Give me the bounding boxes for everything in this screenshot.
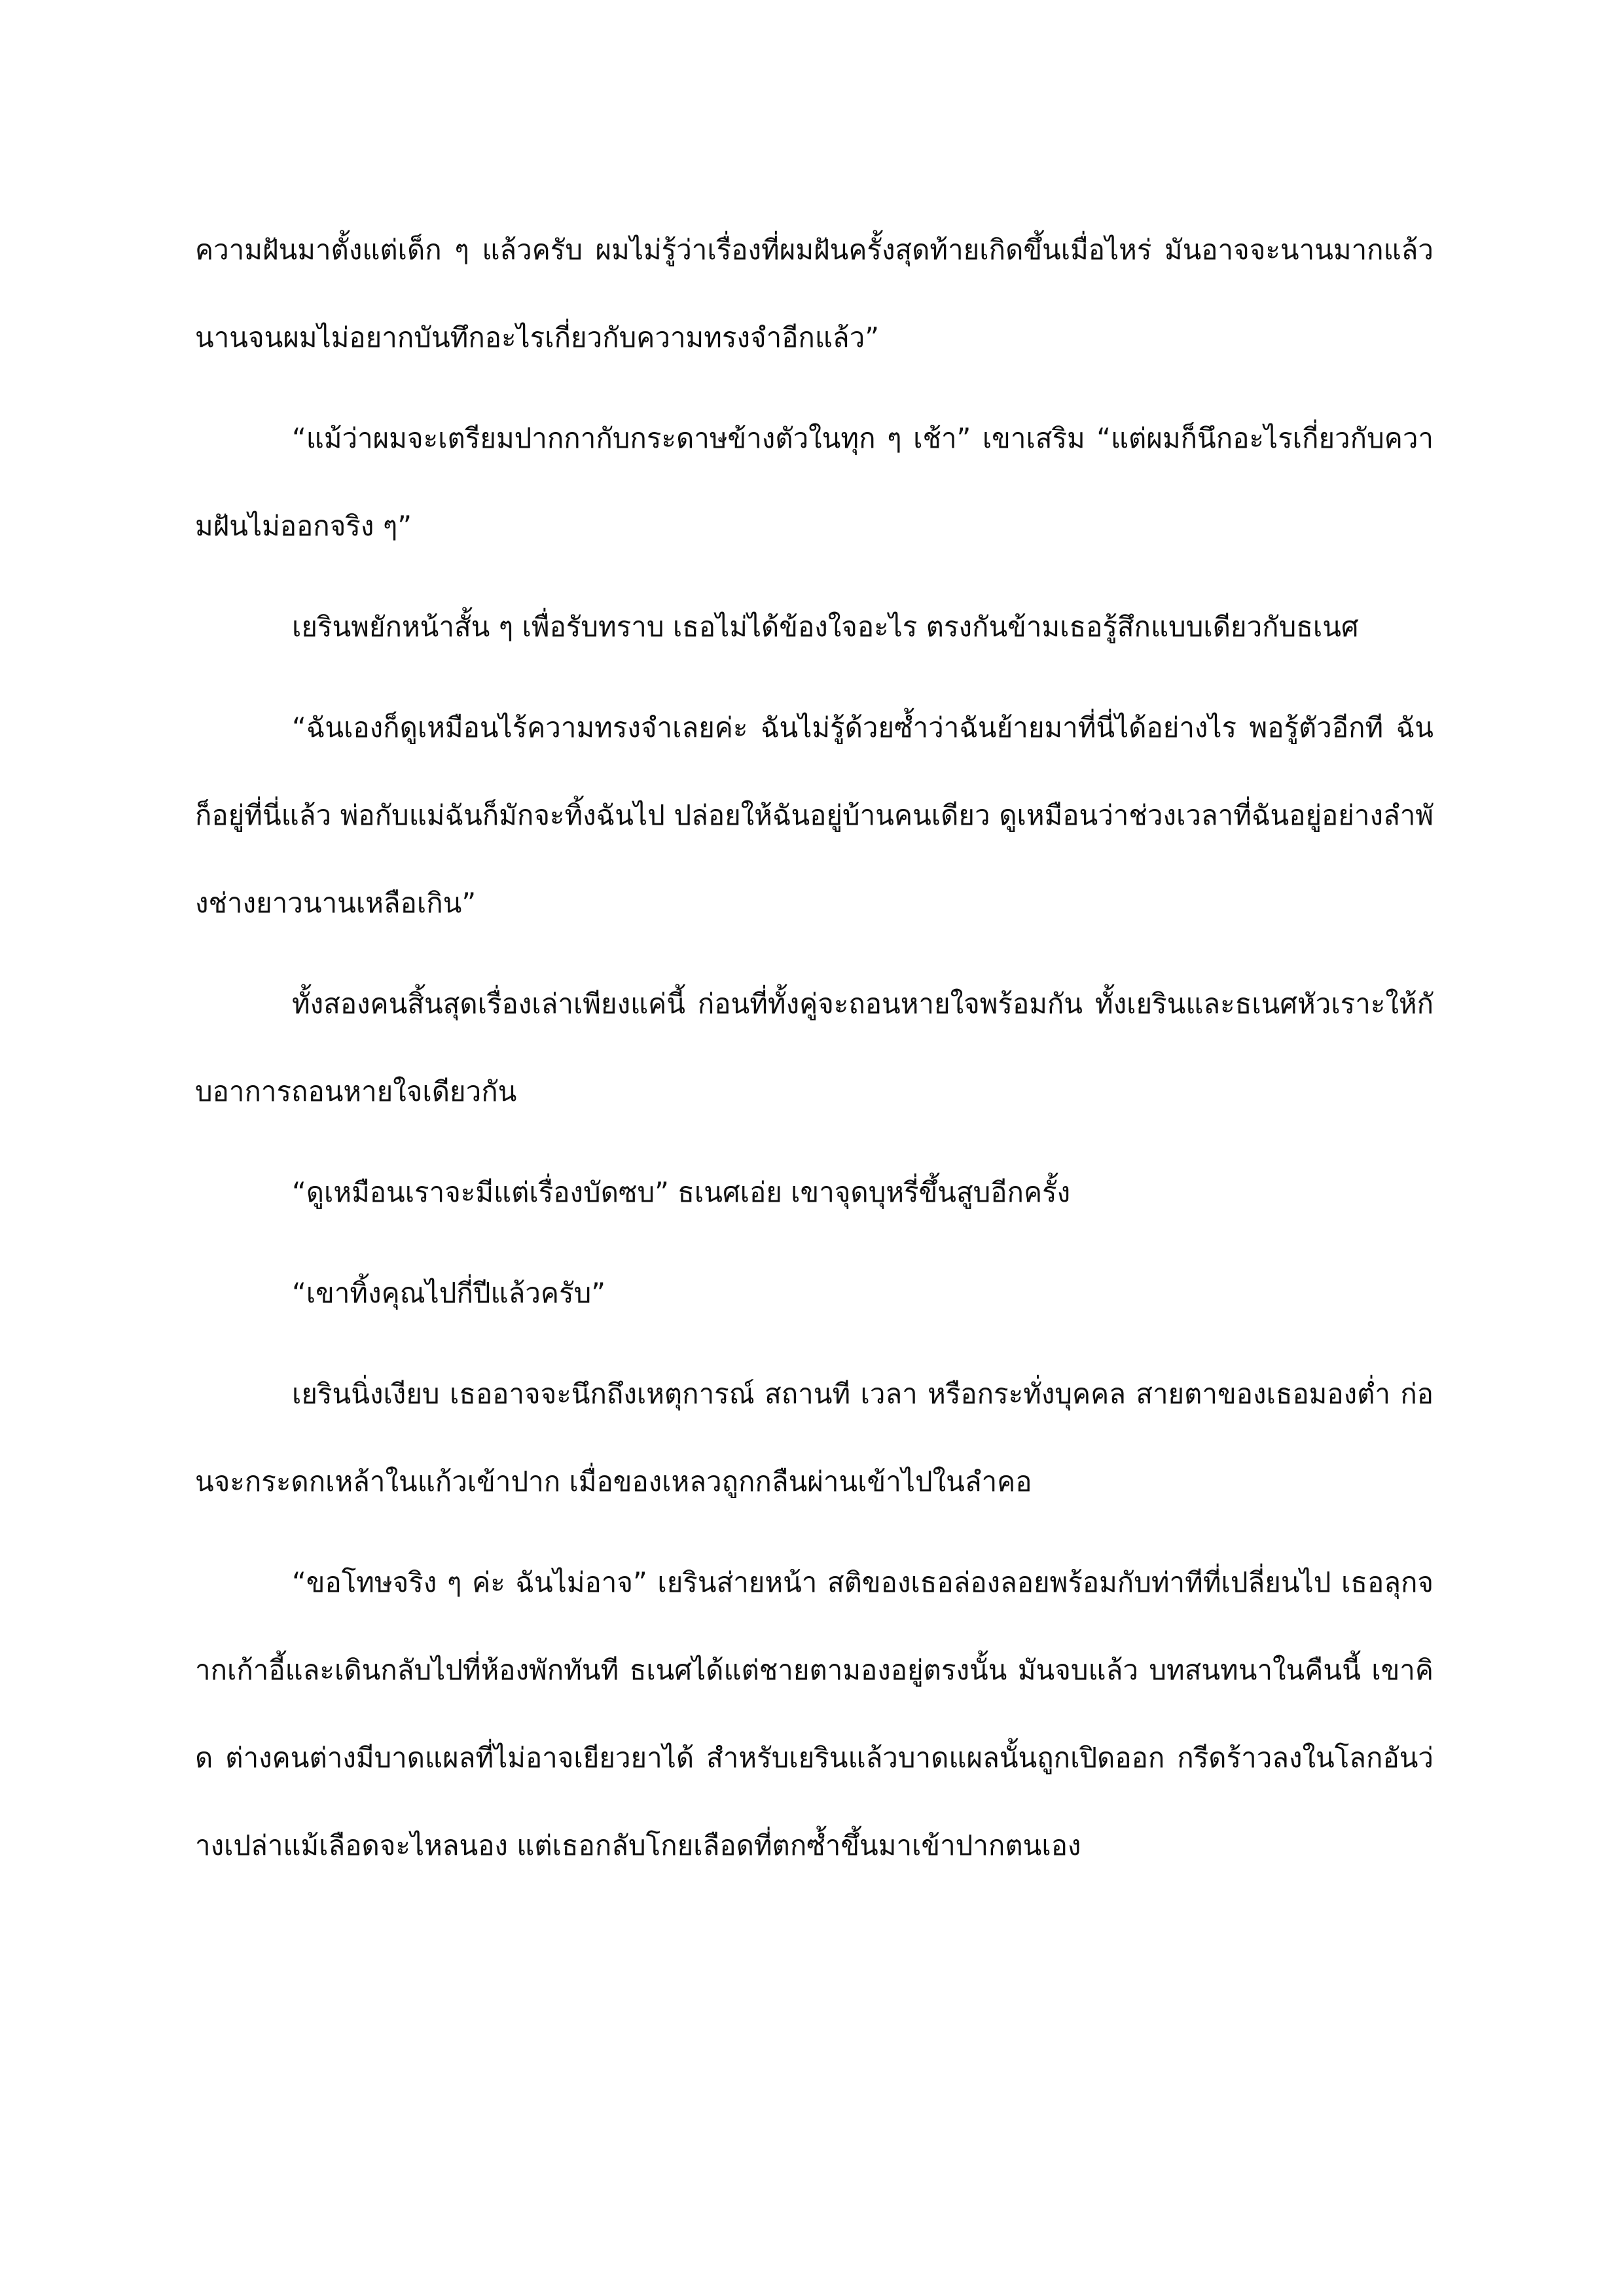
paragraph-7: “เขาทิ้งคุณไปกี่ปีแล้วครับ” bbox=[292, 1277, 606, 1309]
paragraph-9: “ขอโทษจริง ๆ ค่ะ ฉันไม่อาจ” เยรินส่ายหน้า สติของเธอล่องลอยพร้อมกับท่าทีที่เปลี่ยนไป เธอลุกจากเก้าอี้และเดินกลับไปที่ห้องพักทันที ธเนศได้แต่ชายตามองอยู่ตรงนั้น มันจบแล้ว บทสนทนาในคืนนี้ เขาคิด ต่างคนต่างมีบาดแผลที่ไม่อาจเยียวยาได้ สำหรับเยรินแล้วบาดแผลนั้นถูกเปิดออก กรีดร้าวลงในโลกอันว่างเปล่าแม้เลือดจะไหลนอง แต่เธอกลับโกยเลือดที่ตกซ้ำขึ้นมาเข้าปากตนเอง bbox=[195, 1566, 1434, 1861]
paragraph-3: เยรินพยักหน้าสั้น ๆ เพื่อรับทราบ เธอไม่ได้ข้องใจอะไร ตรงกันข้ามเธอรู้สึกแบบเดียวกับธเนศ bbox=[292, 611, 1359, 643]
body-text bbox=[195, 206, 1434, 1890]
paragraph-8: เยรินนิ่งเงียบ เธออาจจะนึกถึงเหตุการณ์ สถานที เวลา หรือกระทั่งบุคคล สายตาของเธอมองต่ำ ก่อนจะกระดกเหล้าในแก้วเข้าปาก เมื่อของเหลวถูกกลืนผ่านเข้าไปในลำคอ bbox=[195, 1378, 1434, 1498]
paragraph-1: ความฝันมาตั้งแต่เด็ก ๆ แล้วครับ ผมไม่รู้ว่าเรื่องที่ผมฝันครั้งสุดท้ายเกิดขึ้นเมื่อไหร่ มันอาจจะนานมากแล้ว นานจนผมไม่อยากบันทึกอะไรเกี่ยวกับความทรงจำอีกแล้ว” bbox=[195, 234, 1434, 353]
paragraph-6: “ดูเหมือนเราจะมีแต่เรื่องบัดซบ” ธเนศเอ่ย เขาจุดบุหรี่ขึ้นสูบอีกครั้ง bbox=[292, 1176, 1071, 1208]
paragraph-2: “แม้ว่าผมจะเตรียมปากกากับกระดาษข้างตัวในทุก ๆ เช้า” เขาเสริม “แต่ผมก็นึกอะไรเกี่ยวกับความฝันไม่ออกจริง ๆ” bbox=[195, 422, 1434, 542]
paragraph-4: “ฉันเองก็ดูเหมือนไร้ความทรงจำเลยค่ะ ฉันไม่รู้ด้วยซ้ำว่าฉันย้ายมาที่นี่ได้อย่างไร พอรู้ตัวอีกที ฉันก็อยู่ที่นี่แล้ว พ่อกับแม่ฉันก็มักจะทิ้งฉันไป ปล่อยให้ฉันอยู่บ้านคนเดียว ดูเหมือนว่าช่วงเวลาที่ฉันอยู่อย่างลำพังช่างยาวนานเหลือเกิน” bbox=[195, 711, 1434, 919]
paragraph-5: ทั้งสองคนสิ้นสุดเรื่องเล่าเพียงแค่นี้ ก่อนที่ทั้งคู่จะถอนหายใจพร้อมกัน ทั้งเยรินและธเนศหัวเราะให้กับอาการถอนหายใจเดียวกัน bbox=[195, 988, 1434, 1107]
